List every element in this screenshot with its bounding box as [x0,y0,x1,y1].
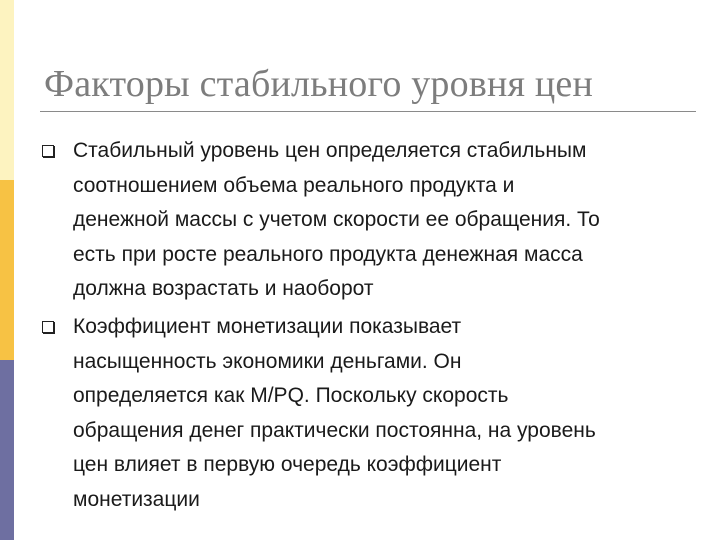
side-accent-bar-top [0,0,14,180]
slide-title: Факторы стабильного уровня цен [44,63,594,105]
paragraph-line: обращения денег практически постоянна, на уровень [73,418,596,442]
bullet-paragraph [73,134,693,307]
bullet-paragraph [73,310,693,517]
paragraph-line: насыщенность экономики деньгами. Он [73,349,462,373]
paragraph-line: цен влияет в первую очередь коэффициент [73,453,502,476]
paragraph-line: должна возрастать и наоборот [73,277,374,300]
square-bullet-icon [42,321,54,333]
paragraph-line: монетизации [73,487,200,511]
square-bullet-icon [42,145,54,157]
paragraph-line: Коэффициент монетизации показывает [73,315,462,338]
side-accent-bar-middle [0,180,14,360]
paragraph-line: соотношением объема реального продукта и [73,173,515,197]
title-underline [40,111,696,112]
paragraph-line: есть при росте реального продукта денежная масса [73,242,583,266]
side-accent-bar-bottom [0,360,14,540]
paragraph-line: денежной массы с учетом скорости ее обращения. То [73,208,600,231]
paragraph-line: Стабильный уровень цен определяется стабильным [73,139,587,162]
paragraph-line: определяется как M/PQ. Поскольку скорость [73,384,509,407]
